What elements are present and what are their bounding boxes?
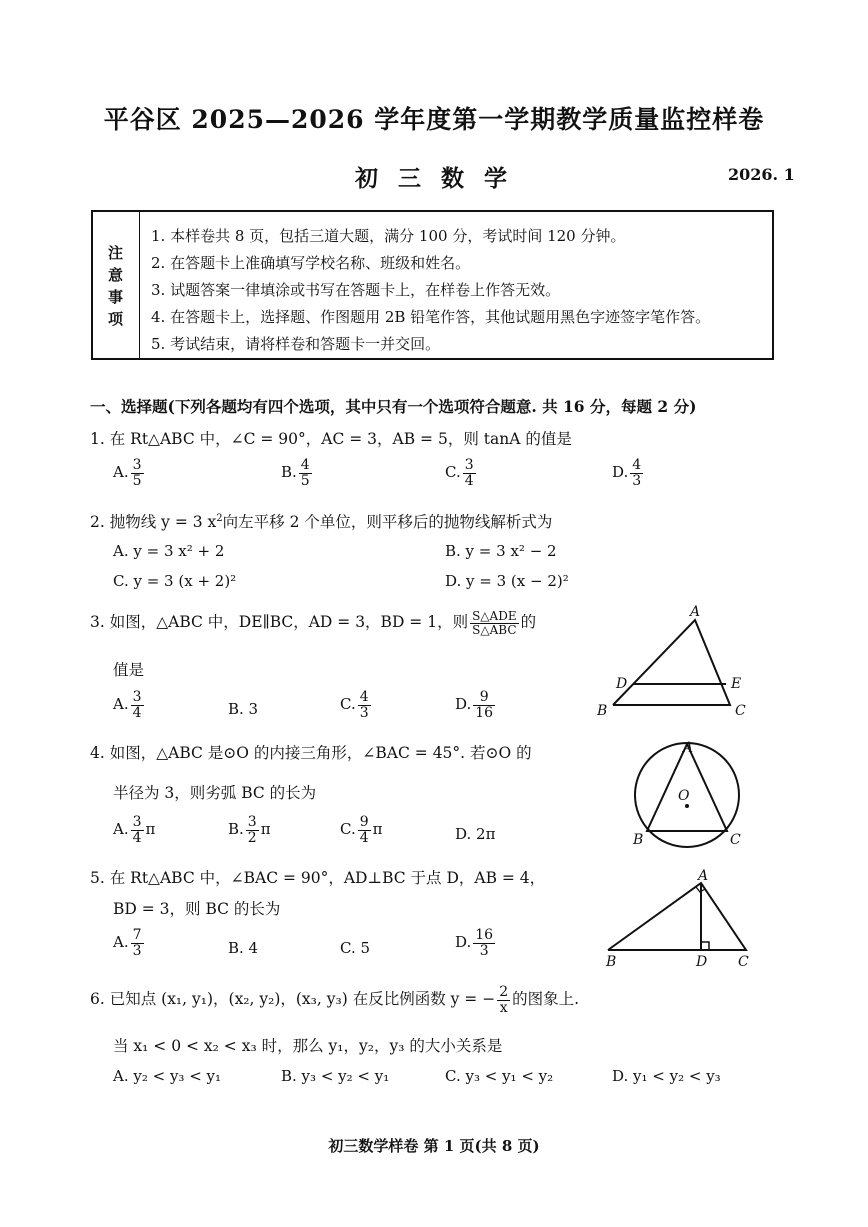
point-label-b: B — [597, 703, 608, 719]
q6-option-c: C. y₃ < y₁ < y₂ — [445, 1067, 554, 1085]
q3-option-a: A. $\frac{3}{4}$ — [113, 689, 142, 721]
point-label-c: C — [735, 703, 746, 719]
notice-label-char: 注 — [108, 244, 124, 262]
section-heading: 一、选择题(下列各题均有四个选项，其中只有一个选项符合题意. 共 16 分，每题 2 分) — [90, 397, 697, 416]
notice-label-char: 意 — [108, 266, 124, 284]
q2-option-c: C. y = 3 (x + 2)² — [113, 572, 237, 590]
q2-option-a: A. y = 3 x² + 2 — [113, 542, 225, 560]
notice-box — [91, 210, 774, 360]
q5-option-d: D. $\frac{16}{3}$ — [455, 927, 494, 959]
point-label-c: C — [738, 954, 749, 970]
q1-option-c: C. $\frac{3}{4}$ — [445, 457, 474, 489]
q4-option-b: B. $\frac{3}{2}$ π — [228, 814, 271, 846]
point-label-d: D — [696, 954, 708, 970]
point-label-d: D — [616, 676, 628, 692]
q4-option-d: D. 2π — [455, 825, 496, 843]
q6-option-a: A. y₂ < y₃ < y₁ — [113, 1067, 222, 1085]
q1-option-a: A. $\frac{3}{5}$ — [113, 457, 142, 489]
q3-option-d: D. $\frac{9}{16}$ — [455, 689, 494, 721]
exam-subtitle: 初 三 数 学 — [354, 165, 514, 192]
q5-option-b: B. 4 — [228, 939, 259, 957]
q5-right-triangle-figure — [598, 868, 758, 973]
notice-item: 1. 本样卷共 8 页，包括三道大题，满分 100 分，考试时间 120 分钟。 — [151, 227, 626, 245]
point-label-a: A — [698, 868, 709, 884]
q3-option-c: C. $\frac{4}{3}$ — [340, 689, 369, 721]
q3-triangle-figure — [590, 600, 760, 725]
point-label-e: E — [731, 676, 742, 692]
question-5-stem: 5. 在 Rt△ABC 中，∠BAC = 90°，AD⊥BC 于点 D，AB = 4， — [90, 869, 546, 887]
exam-date: 2026. 1 — [728, 165, 795, 184]
notice-label-char: 项 — [108, 310, 124, 328]
question-6-stem: 6. 已知点 (x₁, y₁)，(x₂, y₂)，(x₃, y₃) 在反比例函数 y = − $\frac{2}{x}$ 的图象上. — [90, 984, 580, 1016]
notice-item: 3. 试题答案一律填涂或书写在答题卡上，在样卷上作答无效。 — [151, 281, 561, 299]
notice-item: 2. 在答题卡上准确填写学校名称、班级和姓名。 — [151, 254, 471, 272]
q4-option-a: A. $\frac{3}{4}$ π — [113, 814, 156, 846]
q1-option-b: B. $\frac{4}{5}$ — [281, 457, 310, 489]
point-label-o: O — [678, 788, 690, 804]
page-footer: 初三数学样卷 第 1 页(共 8 页) — [328, 1137, 540, 1155]
q1-option-d: D. $\frac{4}{3}$ — [612, 457, 642, 489]
q5-option-c: C. 5 — [340, 939, 371, 957]
notice-item: 5. 考试结束，请将样卷和答题卡一并交回。 — [151, 335, 441, 353]
point-label-c: C — [730, 832, 741, 848]
q3-option-b: B. 3 — [228, 700, 259, 718]
notice-label-char: 事 — [108, 288, 124, 306]
q5-option-a: A. $\frac{7}{3}$ — [113, 927, 142, 959]
exam-title: 平谷区 2025—2026 学年度第一学期教学质量监控样卷 — [103, 105, 765, 134]
q4-option-c: C. $\frac{9}{4}$ π — [340, 814, 383, 846]
question-2-stem: 2. 抛物线 y = 3 $x^2$向左平移 2 个单位，则平移后的抛物线解析式为 — [90, 512, 553, 531]
q4-circle-figure — [620, 738, 750, 858]
question-1-stem: 1. 在 Rt△ABC 中，∠C = 90°，AC = 3，AB = 5，则 tanA 的值是 — [90, 430, 572, 448]
question-4-stem-cont: 半径为 3，则劣弧 BC 的长为 — [113, 784, 317, 802]
question-4-stem: 4. 如图，△ABC 是⊙O 的内接三角形，∠BAC = 45°. 若⊙O 的 — [90, 744, 532, 762]
point-label-a: A — [683, 740, 694, 756]
question-3-stem-cont: 值是 — [113, 661, 145, 679]
question-6-stem-cont: 当 x₁ < 0 < x₂ < x₃ 时，那么 y₁，y₂，y₃ 的大小关系是 — [113, 1037, 503, 1055]
question-5-stem-cont: BD = 3，则 BC 的长为 — [113, 900, 281, 918]
notice-item: 4. 在答题卡上，选择题、作图题用 2B 铅笔作答，其他试题用黑色字迹签字笔作答。 — [151, 308, 711, 326]
q6-option-d: D. y₁ < y₂ < y₃ — [612, 1067, 721, 1085]
point-label-a: A — [690, 604, 701, 620]
point-label-b: B — [633, 832, 644, 848]
q2-option-d: D. y = 3 (x − 2)² — [445, 572, 569, 590]
notice-label — [93, 212, 140, 358]
question-3-stem: 3. 如图，△ABC 中，DE∥BC，AD = 3，BD = 1，则 $\frac{\text{S△ADE}}{\text{S△ABC}}$ 的 — [90, 609, 537, 637]
q6-option-b: B. y₃ < y₂ < y₁ — [281, 1067, 390, 1085]
point-label-b: B — [606, 954, 617, 970]
q2-option-b: B. y = 3 x² − 2 — [445, 542, 557, 560]
